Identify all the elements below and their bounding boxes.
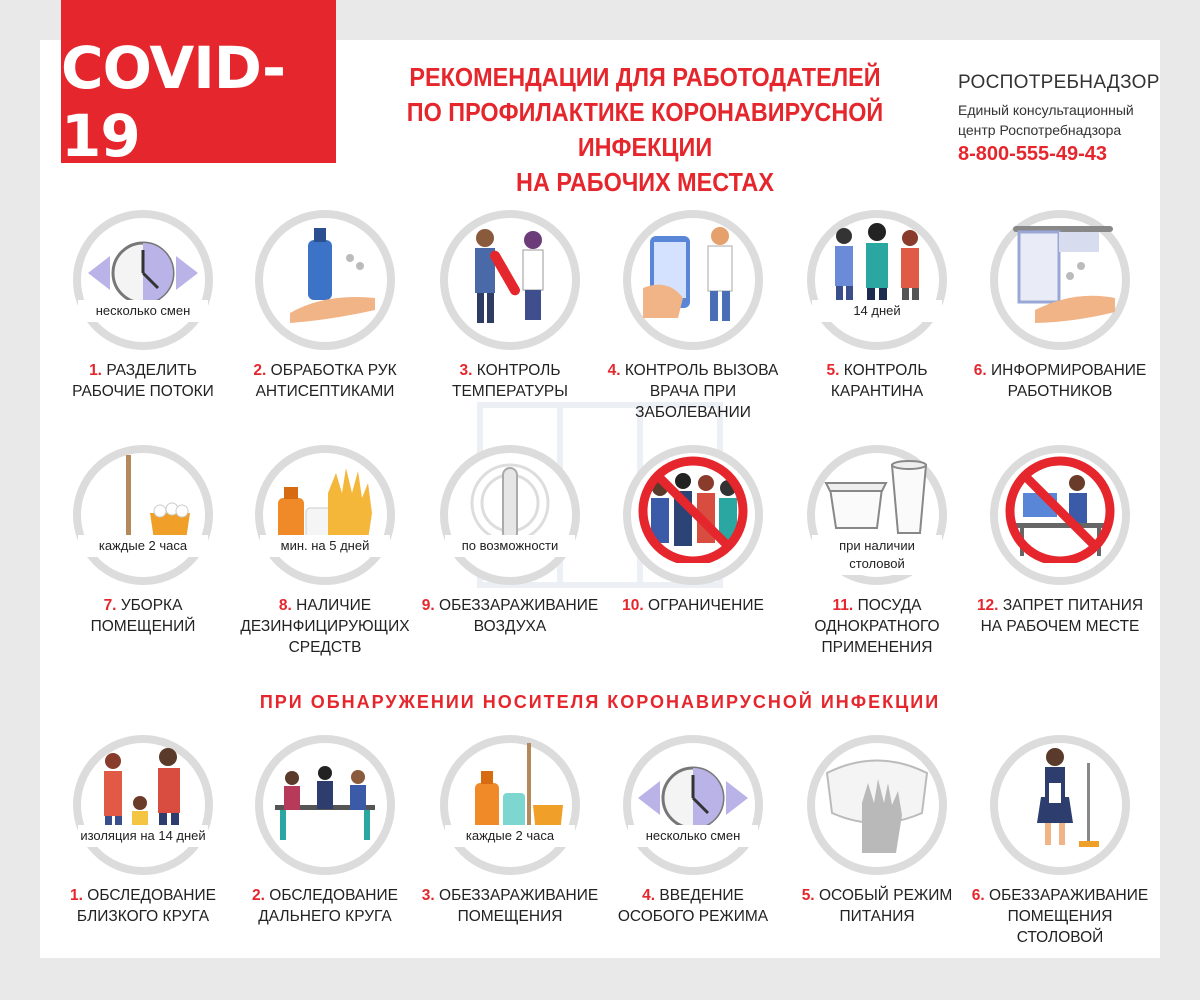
agency-block (958, 72, 1158, 166)
icon-badge-text: 14 дней (812, 300, 942, 322)
item-label-line (415, 595, 605, 616)
coworkers-table-icon (270, 743, 380, 853)
icon-badge-text: при наличии столовой (812, 535, 942, 575)
item-label-text: ОБЕЗЗАРАЖИВАНИЕ (439, 887, 599, 904)
agency-subtitle-line: центр Роспотребнадзора (958, 122, 1122, 138)
cleaner-woman-icon (1005, 743, 1115, 853)
icon-badge-text: по возможности (445, 535, 575, 557)
item-number: 3. (421, 887, 435, 904)
item-label-line (598, 885, 788, 906)
item-label (230, 360, 420, 402)
recommendation-item (48, 445, 238, 665)
item-label-text: ИНФОРМИРОВАНИЕ (990, 362, 1147, 379)
item-label-text: ОСОБЫЙ РЕЖИМ (818, 887, 953, 904)
item-label-line (965, 885, 1155, 906)
item-label-line: ДАЛЬНЕГО КРУГА (258, 908, 392, 925)
item-label-line (965, 595, 1155, 616)
item-label-text: КОНТРОЛЬ (476, 362, 561, 379)
recommendation-item (598, 735, 788, 955)
item-label-line (598, 360, 788, 381)
item-label-line: ТЕМПЕРАТУРЫ (451, 383, 568, 400)
item-label-line (48, 360, 238, 381)
item-number: 5. (801, 887, 815, 904)
item-label-line (782, 885, 972, 906)
item-label-line (415, 360, 605, 381)
item-number: 6. (973, 362, 987, 379)
item-label-line (230, 885, 420, 906)
recommendation-item (965, 735, 1155, 955)
item-label (48, 885, 238, 927)
main-title (371, 60, 920, 200)
icon-badge-text: каждые 2 часа (445, 825, 575, 847)
item-label-line: ВОЗДУХА (473, 618, 547, 635)
item-number: 4. (607, 362, 621, 379)
item-label (782, 595, 972, 658)
item-label-text: УБОРКА (120, 597, 183, 614)
item-label-text: ПОСУДА (857, 597, 922, 614)
item-label-line: ОДНОКРАТНОГО (814, 618, 940, 635)
item-number: 9. (421, 597, 435, 614)
icon-badge-text: несколько смен (78, 300, 208, 322)
item-label-line (598, 595, 788, 616)
item-label-line (782, 360, 972, 381)
item-number: 3. (459, 362, 473, 379)
agency-name: РОСПОТРЕБНАДЗОР (958, 72, 1160, 93)
item-label-text: КОНТРОЛЬ ВЫЗОВА (624, 362, 779, 379)
item-number: 2. (253, 362, 267, 379)
item-label-text: ОБСЛЕДОВАНИЕ (269, 887, 398, 904)
item-label (965, 885, 1155, 948)
item-label (598, 360, 788, 423)
item-label (230, 595, 420, 658)
item-number: 1. (89, 362, 102, 379)
no-eating-desk-icon (1005, 453, 1115, 563)
item-label-line: СРЕДСТВ (288, 639, 362, 656)
covid-logo-box (61, 0, 336, 170)
hotline-phone[interactable]: 8-800-555-49-43 (958, 143, 1107, 165)
item-label-line (782, 595, 972, 616)
item-number: 2. (252, 887, 265, 904)
icon-badge-text: мин. на 5 дней (260, 535, 390, 557)
item-label-text: ЗАПРЕТ ПИТАНИЯ (1002, 597, 1144, 614)
no-crowd-icon (638, 453, 748, 563)
item-label (965, 595, 1155, 637)
item-label (48, 360, 238, 402)
item-label-text: ОБСЛЕДОВАНИЕ (87, 887, 216, 904)
item-label-text: КОНТРОЛЬ (843, 362, 928, 379)
recommendation-item (415, 210, 605, 430)
title-line: НА РАБОЧИХ МЕСТАХ (516, 167, 774, 197)
item-label-line: РАБОЧИЕ ПОТОКИ (72, 383, 214, 400)
item-label-text: РАЗДЕЛИТЬ (106, 362, 197, 379)
recommendation-item (230, 210, 420, 430)
item-label (48, 595, 238, 637)
recommendation-item (415, 445, 605, 665)
item-label-line: ПОМЕЩЕНИЙ (90, 618, 196, 635)
item-label-line: РАБОТНИКОВ (1007, 383, 1113, 400)
item-label-line: ПИТАНИЯ (839, 908, 915, 925)
item-label-line: АНТИСЕПТИКАМИ (255, 383, 395, 400)
item-label (782, 885, 972, 927)
title-line: РЕКОМЕНДАЦИИ ДЛЯ РАБОТОДАТЕЛЕЙ (409, 62, 881, 92)
item-label-text: НАЛИЧИЕ (296, 597, 372, 614)
item-label (230, 885, 420, 927)
recommendation-item (48, 210, 238, 430)
recommendation-item (415, 735, 605, 955)
item-label-line: НА РАБОЧЕМ МЕСТЕ (980, 618, 1140, 635)
item-label-line: БЛИЗКОГО КРУГА (76, 908, 210, 925)
item-label-text: ОБЕЗЗАРАЖИВАНИЕ (439, 597, 599, 614)
covid-logo-text: COVID-19 (61, 33, 286, 170)
item-label (598, 885, 788, 927)
agency-subtitle-line: Единый консультационный (958, 102, 1134, 118)
item-label-line: ОСОБОГО РЕЖИМА (617, 908, 769, 925)
item-label-text: ОБЕЗЗАРАЖИВАНИЕ (989, 887, 1149, 904)
item-label-line (965, 360, 1155, 381)
item-number: 10. (622, 597, 644, 614)
item-number: 12. (976, 597, 999, 614)
item-label-line: ПОМЕЩЕНИЯ (457, 908, 563, 925)
recommendation-item (230, 735, 420, 955)
item-number: 11. (832, 597, 854, 614)
item-number: 6. (971, 887, 985, 904)
item-label-text: ОГРАНИЧЕНИЕ (648, 597, 764, 614)
item-label-line: ДЕЗИНФИЦИРУЮЩИХ (240, 618, 410, 635)
phone-doctor-icon (638, 218, 748, 328)
icon-badge-text: каждые 2 часа (78, 535, 208, 557)
detection-subheading: ПРИ ОБНАРУЖЕНИИ НОСИТЕЛЯ КОРОНАВИРУСНОЙ ИНФЕКЦИИ (259, 692, 941, 712)
icon-badge-text: изоляция на 14 дней (78, 825, 208, 847)
item-number: 5. (826, 362, 840, 379)
item-label-line (415, 885, 605, 906)
recommendation-item (782, 445, 972, 665)
item-label (415, 885, 605, 927)
recommendation-item (782, 210, 972, 430)
item-label-line: ПРИМЕНЕНИЯ (821, 639, 933, 656)
recommendation-item (230, 445, 420, 665)
item-label (415, 360, 605, 402)
item-label-text: ОБРАБОТКА РУК (270, 362, 397, 379)
item-label-line: ВРАЧА ПРИ ЗАБОЛЕВАНИИ (635, 383, 751, 421)
item-number: 4. (642, 887, 656, 904)
item-label-line (48, 595, 238, 616)
item-label (415, 595, 605, 637)
item-label-line: КАРАНТИНА (830, 383, 924, 400)
item-label-line (230, 595, 420, 616)
icon-badge-text: несколько смен (628, 825, 758, 847)
title-line: ПО ПРОФИЛАКТИКЕ КОРОНАВИРУСНОЙ ИНФЕКЦИИ (406, 97, 884, 162)
item-number: 8. (278, 597, 292, 614)
recommendation-item (48, 735, 238, 955)
item-label (598, 595, 788, 616)
towel-hand-icon (1005, 218, 1115, 328)
mask-gloves-icon (822, 743, 932, 853)
recommendation-item (598, 210, 788, 430)
agency-subtitle (958, 100, 1158, 140)
recommendation-item (965, 445, 1155, 665)
item-number: 7. (103, 597, 117, 614)
item-label-line: ПОМЕЩЕНИЯ СТОЛОВОЙ (1007, 908, 1113, 946)
item-label (782, 360, 972, 402)
item-label-text: ВВЕДЕНИЕ (659, 887, 744, 904)
sanitizer-hand-icon (270, 218, 380, 328)
recommendation-item (965, 210, 1155, 430)
item-number: 1. (70, 887, 83, 904)
item-label-line (230, 360, 420, 381)
thermometer-people-icon (455, 218, 565, 328)
item-label (965, 360, 1155, 402)
recommendation-item (782, 735, 972, 955)
recommendation-item (598, 445, 788, 665)
item-label-line (48, 885, 238, 906)
